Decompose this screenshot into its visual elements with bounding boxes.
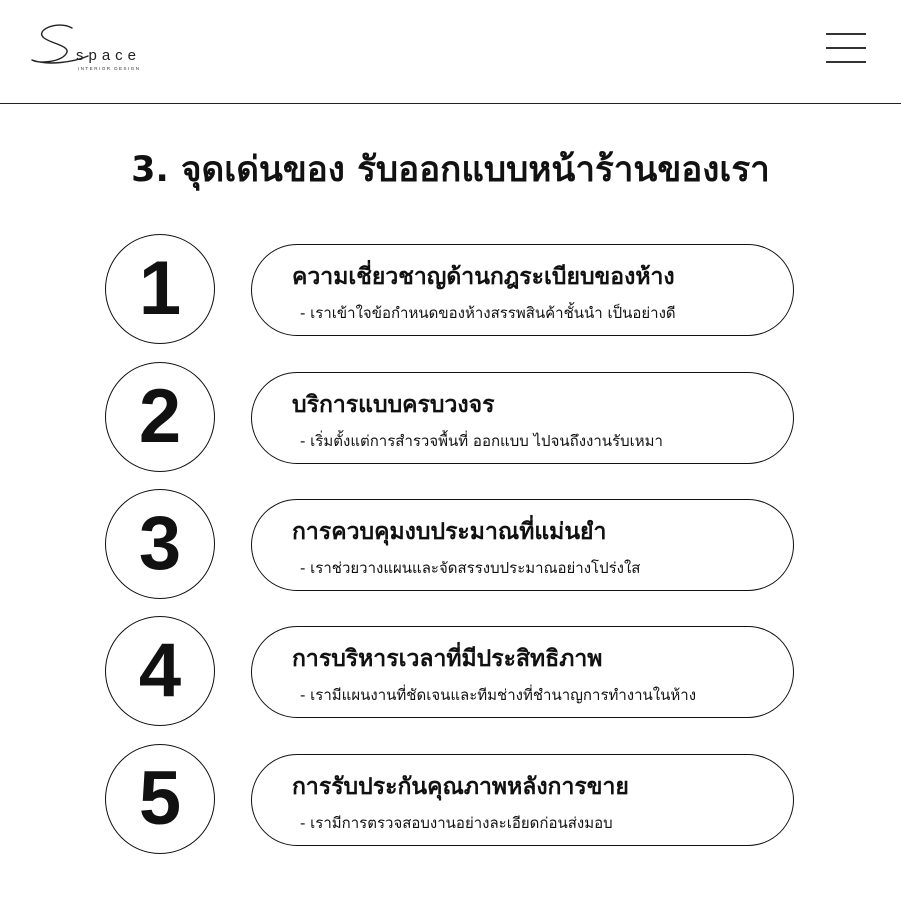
feature-card bbox=[251, 372, 794, 464]
feature-description: - เราเข้าใจข้อกำหนดของห้างสรรพสินค้าชั้นนำ เป็นอย่างดี bbox=[300, 304, 676, 322]
feature-number-badge bbox=[105, 489, 215, 599]
feature-description: - เรามีแผนงานที่ชัดเจนและทีมช่างที่ชำนาญการทำงานในห้าง bbox=[300, 686, 697, 704]
feature-number: 4 bbox=[138, 628, 182, 713]
feature-title: บริการแบบครบวงจร bbox=[292, 392, 495, 418]
feature-item bbox=[0, 616, 901, 732]
header bbox=[0, 0, 901, 104]
feature-description: - เริ่มตั้งแต่การสำรวจพื้นที่ ออกแบบ ไปจนถึงงานรับเหมา bbox=[300, 432, 663, 450]
feature-item bbox=[0, 744, 901, 860]
feature-number-badge bbox=[105, 744, 215, 854]
feature-title: การบริหารเวลาที่มีประสิทธิภาพ bbox=[292, 646, 603, 672]
feature-item bbox=[0, 489, 901, 605]
feature-description: - เรามีการตรวจสอบงานอย่างละเอียดก่อนส่งมอบ bbox=[300, 814, 613, 832]
feature-number: 1 bbox=[138, 246, 182, 331]
brand-logo[interactable] bbox=[30, 22, 170, 78]
feature-number: 5 bbox=[138, 756, 182, 841]
feature-item bbox=[0, 362, 901, 478]
hamburger-menu-icon[interactable] bbox=[826, 33, 866, 65]
feature-card bbox=[251, 244, 794, 336]
feature-card bbox=[251, 626, 794, 718]
feature-number-badge bbox=[105, 362, 215, 472]
brand-word: space bbox=[76, 47, 142, 64]
feature-item bbox=[0, 234, 901, 350]
feature-title: การรับประกันคุณภาพหลังการขาย bbox=[292, 774, 629, 800]
feature-description: - เราช่วยวางแผนและจัดสรรงบประมาณอย่างโปร่งใส bbox=[300, 559, 641, 577]
feature-number-badge bbox=[105, 616, 215, 726]
brand-tagline: INTERIOR DESIGN bbox=[78, 66, 141, 71]
feature-number: 3 bbox=[138, 501, 182, 586]
feature-card bbox=[251, 754, 794, 846]
feature-number-badge bbox=[105, 234, 215, 344]
page-title: 3. จุดเด่นของ รับออกแบบหน้าร้านของเรา bbox=[131, 150, 770, 190]
feature-card bbox=[251, 499, 794, 591]
feature-number: 2 bbox=[138, 374, 182, 459]
feature-title: ความเชี่ยวชาญด้านกฎระเบียบของห้าง bbox=[292, 264, 675, 290]
feature-title: การควบคุมงบประมาณที่แม่นยำ bbox=[292, 519, 607, 545]
